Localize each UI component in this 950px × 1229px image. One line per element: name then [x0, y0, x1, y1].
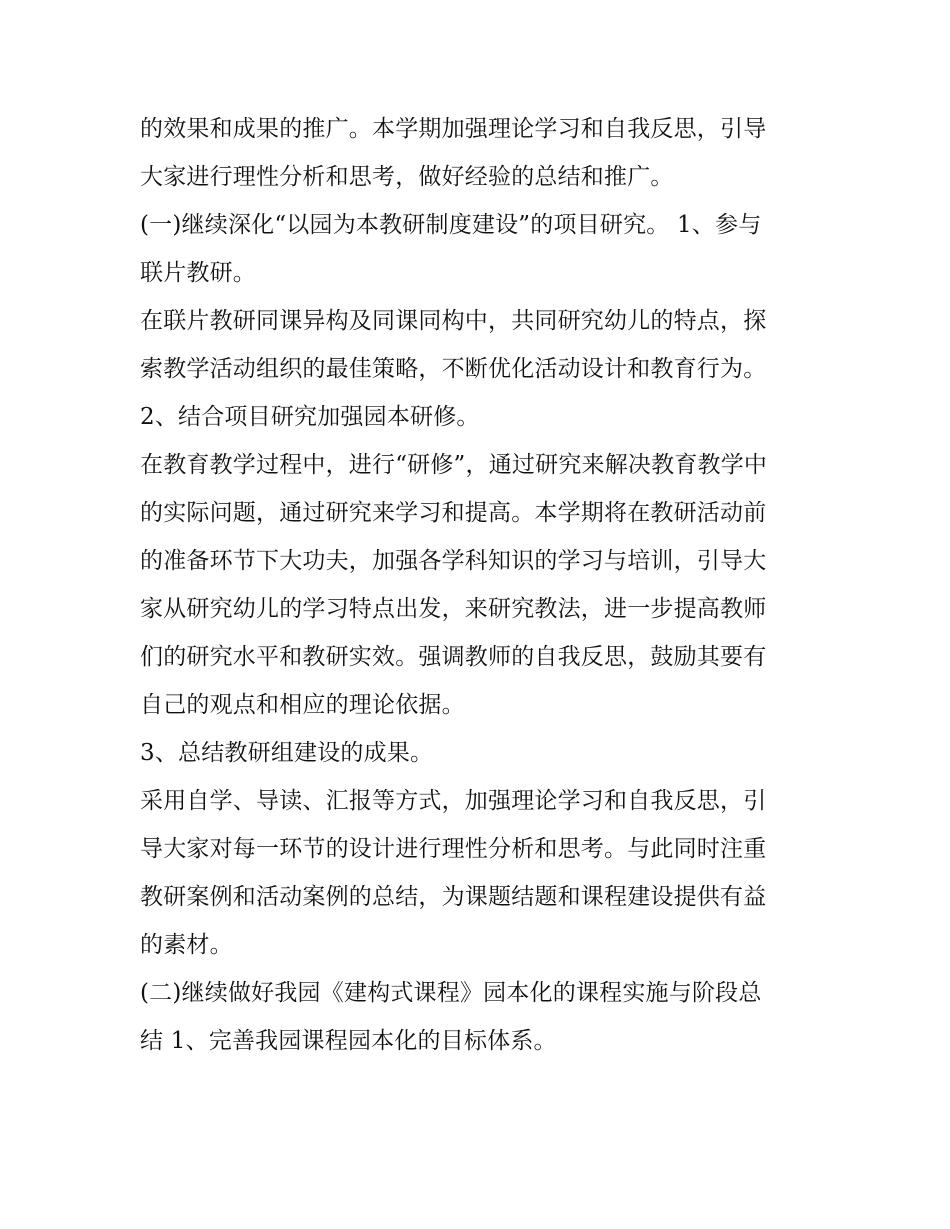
text-line: 的素材。 — [140, 932, 233, 958]
paragraph-3 — [140, 297, 820, 393]
text-line: 大家进行理性分析和思考，做好经验的总结和推广。 — [140, 164, 674, 190]
text-line: 家从研究幼儿的学习特点出发，来研究教法，进一步提高教师 — [140, 596, 767, 622]
text-line: 联片教研。 — [140, 260, 256, 286]
text-line: 自己的观点和相应的理论依据。 — [140, 692, 465, 718]
text-line: (二)继续做好我园《建构式课程》园本化的课程实施与阶段总 — [140, 980, 762, 1006]
text-line: 教研案例和活动案例的总结，为课题结题和课程建设提供有益 — [140, 884, 767, 910]
text-line: 在联片教研同课异构及同课同构中，共同研究幼儿的特点，探 — [140, 308, 767, 334]
text-line: 2、结合项目研究加强园本研修。 — [140, 404, 480, 430]
paragraph-8-section-heading — [140, 969, 820, 1065]
text-line: 的效果和成果的推广。本学期加强理论学习和自我反思，引导 — [140, 116, 767, 142]
text-line: 3、总结教研组建设的成果。 — [140, 740, 434, 766]
paragraph-5 — [140, 441, 820, 729]
paragraph-6-subheading — [140, 729, 820, 777]
paragraph-1 — [140, 105, 820, 201]
text-line: 采用自学、导读、汇报等方式，加强理论学习和自我反思，引 — [140, 788, 767, 814]
text-line: (一)继续深化“以园为本教研制度建设”的项目研究。 1、参与 — [140, 212, 762, 238]
paragraph-4-subheading — [140, 393, 820, 441]
text-line: 结 1、完善我园课程园本化的目标体系。 — [140, 1028, 557, 1054]
text-line: 们的研究水平和教研实效。强调教师的自我反思，鼓励其要有 — [140, 644, 767, 670]
document-body — [140, 105, 820, 1065]
text-line: 索教学活动组织的最佳策略，不断优化活动设计和教育行为。 — [140, 356, 767, 382]
text-line: 的实际问题，通过研究来学习和提高。本学期将在教研活动前 — [140, 500, 767, 526]
paragraph-7 — [140, 777, 820, 969]
paragraph-2-section-heading — [140, 201, 820, 297]
text-line: 的准备环节下大功夫，加强各学科知识的学习与培训，引导大 — [140, 548, 767, 574]
text-line: 导大家对每一环节的设计进行理性分析和思考。与此同时注重 — [140, 836, 767, 862]
text-line: 在教育教学过程中，进行“研修”，通过研究来解决教育教学中 — [140, 452, 768, 478]
